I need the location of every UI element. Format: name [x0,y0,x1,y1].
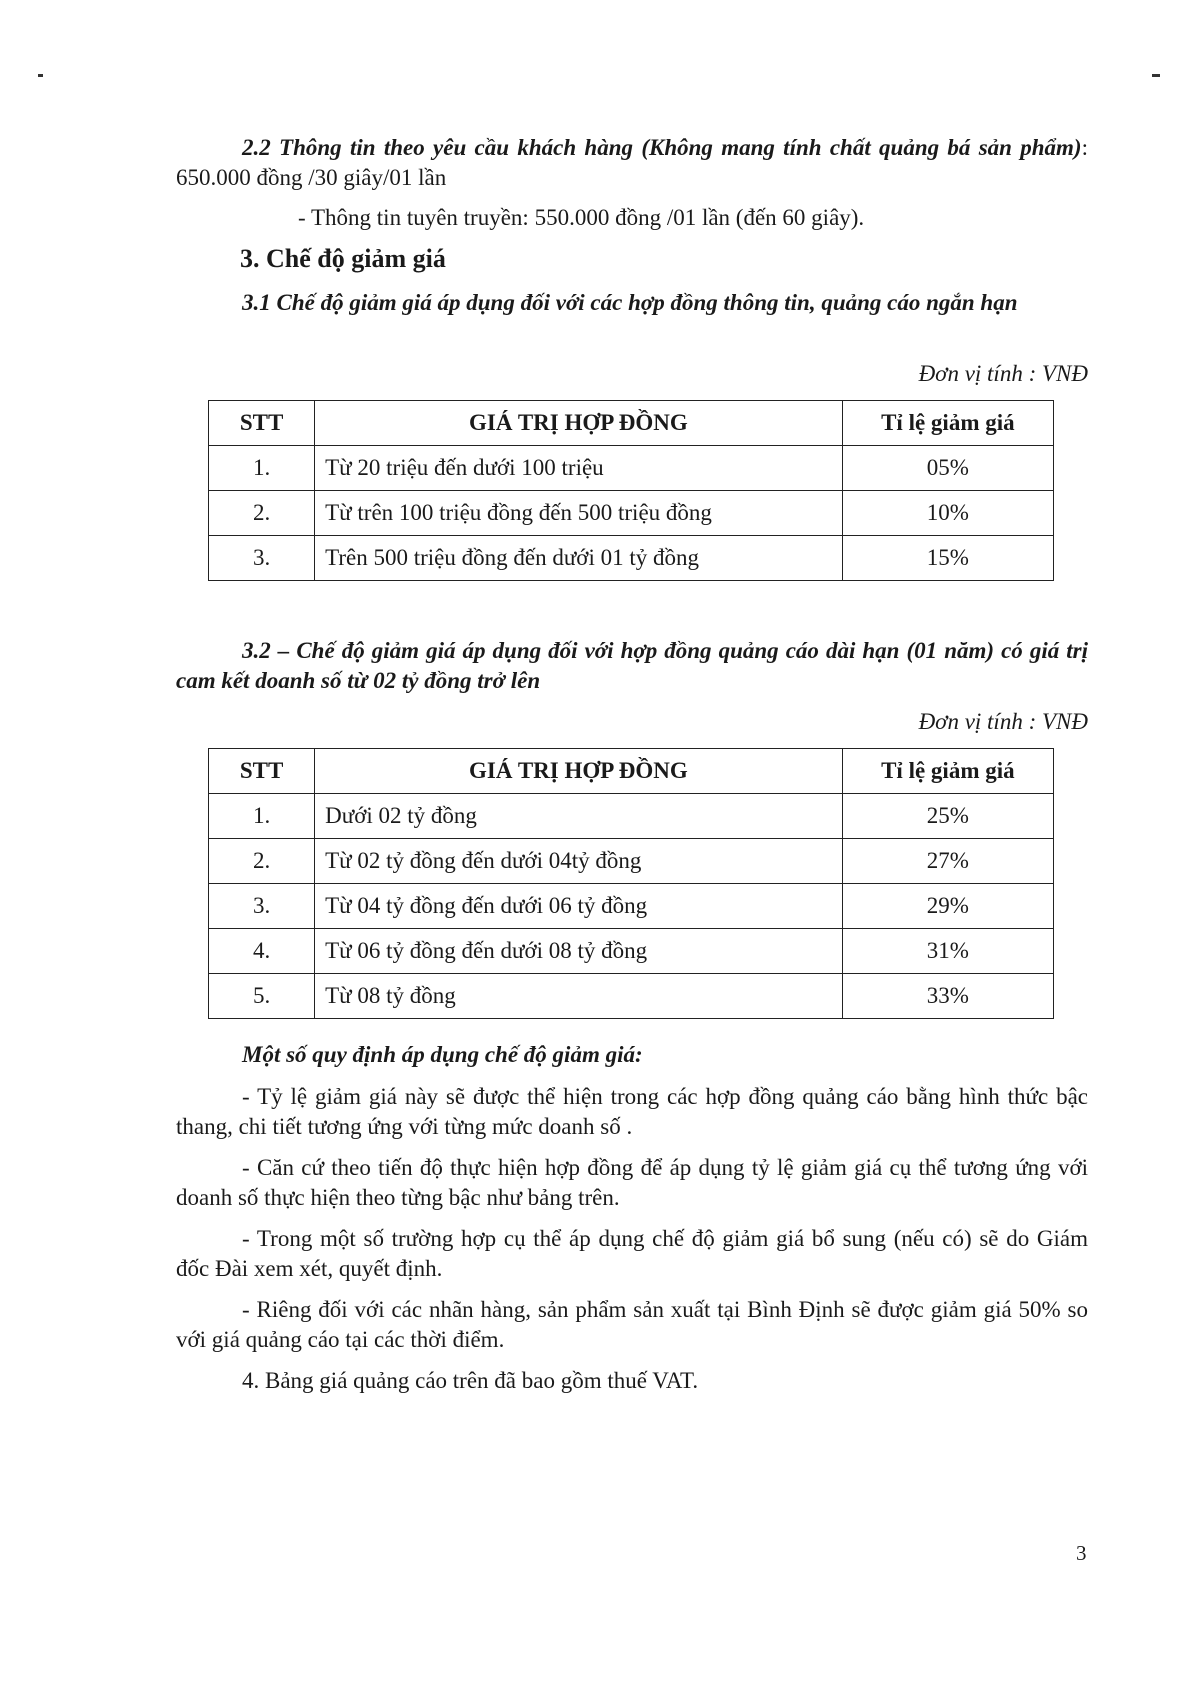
vat-note: 4. Bảng giá quảng cáo trên đã bao gồm thuế VAT. [242,1368,699,1393]
section-3-heading: 3. Chế độ giảm giá [240,244,446,273]
cell-value: Từ 02 tỷ đồng đến dưới 04tỷ đồng [315,839,843,884]
cell-stt: 4. [209,929,315,974]
cell-stt: 3. [209,884,315,929]
cell-rate: 31% [842,929,1053,974]
cell-rate: 25% [842,794,1053,839]
section-3-2-title: 3.2 – Chế độ giảm giá áp dụng đối với hợp đồng quảng cáo dài hạn (01 năm) có giá trị cam kết doanh số từ 02 tỷ đồng trở lên [176,638,1088,693]
cell-value: Từ 20 triệu đến dưới 100 triệu [315,446,843,491]
header-discount-rate: Tỉ lệ giảm giá [842,749,1053,794]
propaganda-line: - Thông tin tuyên truyền: 550.000 đồng /01 lần (đến 60 giây). [298,205,865,230]
cell-rate: 27% [842,839,1053,884]
section-3-1-title: 3.1 Chế độ giảm giá áp dụng đối với các hợp đồng thông tin, quảng cáo ngắn hạn [242,290,1018,315]
header-stt: STT [209,401,315,446]
cell-stt: 2. [209,491,315,536]
table-header-row [209,749,1054,794]
scan-mark-right [1152,74,1160,77]
cell-stt: 3. [209,536,315,581]
cell-stt: 1. [209,446,315,491]
cell-value: Dưới 02 tỷ đồng [315,794,843,839]
unit-label-1: Đơn vị tính : VNĐ [918,361,1088,386]
cell-rate: 33% [842,974,1053,1019]
rule-item: - Căn cứ theo tiến độ thực hiện hợp đồng để áp dụng tỷ lệ giảm giá cụ thể tương ứng với doanh số thực hiện theo từng bậc như bảng trên. [176,1155,1088,1210]
cell-value: Từ 08 tỷ đồng [315,974,843,1019]
rule-item: - Tỷ lệ giảm giá này sẽ được thể hiện trong các hợp đồng quảng cáo bằng hình thức bậc thang, chi tiết tương ứng với từng mức doanh số . [176,1084,1088,1139]
page-number: 3 [1076,1541,1087,1565]
header-contract-value: GIÁ TRỊ HỢP ĐỒNG [315,749,843,794]
scan-mark-left [38,74,43,77]
header-contract-value: GIÁ TRỊ HỢP ĐỒNG [315,401,843,446]
header-stt: STT [209,749,315,794]
table-row [209,491,1054,536]
cell-stt: 5. [209,974,315,1019]
cell-rate: 05% [842,446,1053,491]
cell-value: Từ 06 tỷ đồng đến dưới 08 tỷ đồng [315,929,843,974]
unit-label-2: Đơn vị tính : VNĐ [918,709,1088,734]
table-row [209,446,1054,491]
rule-item: - Trong một số trường hợp cụ thể áp dụng chế độ giảm giá bổ sung (nếu có) sẽ do Giám đốc Đài xem xét, quyết định. [176,1226,1088,1281]
cell-value: Trên 500 triệu đồng đến dưới 01 tỷ đồng [315,536,843,581]
table-row [209,929,1054,974]
cell-rate: 10% [842,491,1053,536]
table-header-row [209,401,1054,446]
table-row [209,839,1054,884]
cell-value: Từ trên 100 triệu đồng đến 500 triệu đồng [315,491,843,536]
table-row [209,536,1054,581]
section-2-2-paragraph [176,133,1088,193]
table-row [209,884,1054,929]
table-row [209,974,1054,1019]
section-2-2-title: 2.2 Thông tin theo yêu cầu khách hàng (Không mang tính chất quảng bá sản phẩm) [242,135,1082,160]
cell-rate: 15% [842,536,1053,581]
cell-rate: 29% [842,884,1053,929]
section-2-2-price: : 650.000 đồng /30 giây/01 lần [176,135,1088,190]
discount-table-long-term [208,748,1054,1019]
cell-value: Từ 04 tỷ đồng đến dưới 06 tỷ đồng [315,884,843,929]
table-row [209,794,1054,839]
rule-item: - Riêng đối với các nhãn hàng, sản phẩm sản xuất tại Bình Định sẽ được giảm giá 50% so với giá quảng cáo tại các thời điểm. [176,1297,1088,1352]
cell-stt: 2. [209,839,315,884]
header-discount-rate: Tỉ lệ giảm giá [842,401,1053,446]
cell-stt: 1. [209,794,315,839]
rules-title: Một số quy định áp dụng chế độ giảm giá: [242,1042,643,1067]
discount-table-short-term [208,400,1054,581]
